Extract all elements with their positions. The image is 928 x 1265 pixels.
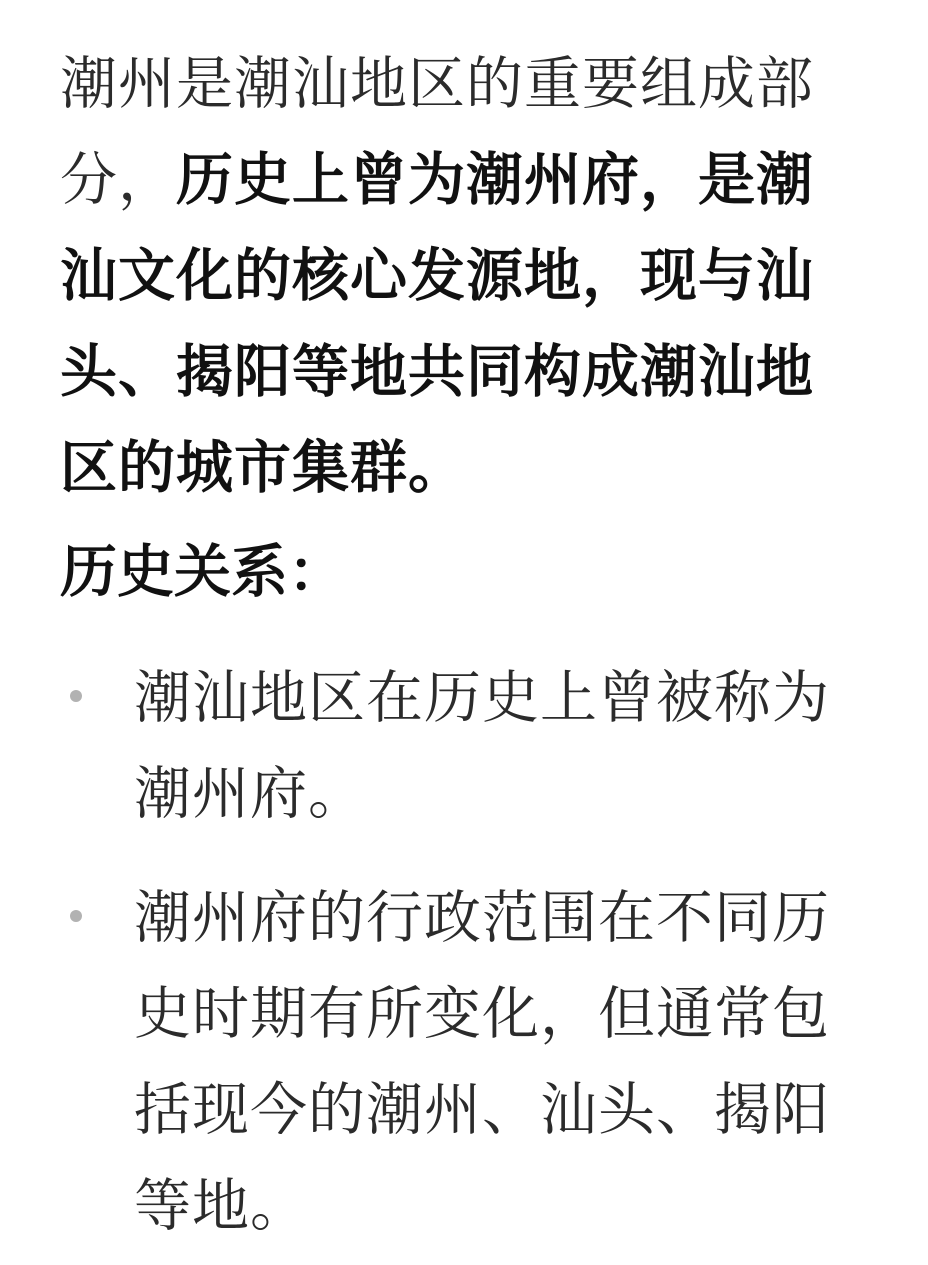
list-item-text: 潮州府的行政范围在不同历史时期有所变化，但通常包括现今的潮州、汕头、揭阳等地。 — [134, 885, 830, 1239]
intro-paragraph — [60, 36, 860, 516]
section-title: 历史关系： — [60, 539, 345, 605]
bullet-dot-icon — [70, 910, 82, 922]
list-item-text: 潮汕地区在历史上曾被称为潮州府。 — [134, 665, 830, 827]
intro-normal-text: 潮州是潮汕地区的重要组成部分， — [60, 51, 814, 213]
intro-bold-text: 历史上曾为潮州府，是潮汕文化的核心发源地，现与汕头、揭阳等地共同构成潮汕地区的城市集群。 — [60, 147, 814, 501]
bullet-dot-icon — [70, 690, 82, 702]
